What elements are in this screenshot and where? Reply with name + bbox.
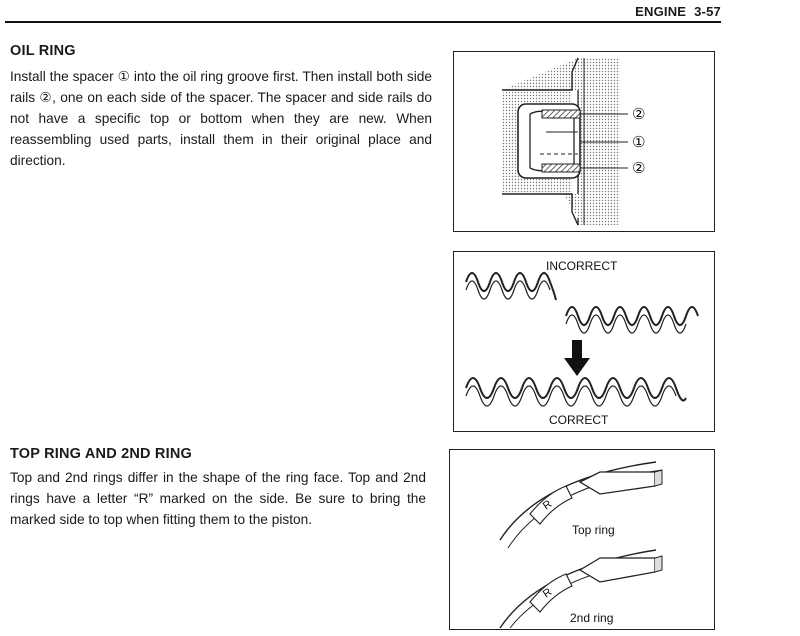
ring-face-drawing bbox=[450, 450, 714, 629]
callout-spacer: ① bbox=[632, 134, 646, 151]
callout-side-rail-top: ② bbox=[632, 106, 646, 123]
spacer-installation-figure bbox=[453, 251, 715, 432]
oil-ring-cross-section-figure bbox=[453, 51, 715, 232]
second-ring-r-mark: R bbox=[540, 586, 555, 601]
section-title: ENGINE bbox=[635, 4, 687, 19]
top-ring-paragraph: Top and 2nd rings differ in the shape of the ring face. Top and 2nd rings have a letter “R” marked on the side. Be sure to bring the marked side to top when fitting them to the piston. bbox=[10, 470, 426, 527]
callout-side-rail-bottom: ② bbox=[632, 160, 646, 177]
header-rule bbox=[5, 21, 721, 23]
spacer-installation-drawing bbox=[454, 252, 714, 431]
label-top-ring: Top ring bbox=[572, 523, 615, 537]
page-number: 3-57 bbox=[694, 4, 721, 19]
label-incorrect: INCORRECT bbox=[546, 259, 618, 273]
oil-ring-heading: OIL RING bbox=[10, 43, 76, 59]
label-second-ring: 2nd ring bbox=[570, 611, 614, 625]
oil-ring-cross-section-drawing bbox=[454, 52, 714, 231]
ring-face-figure bbox=[449, 449, 715, 630]
label-correct: CORRECT bbox=[549, 413, 609, 427]
top-ring-heading: TOP RING AND 2ND RING bbox=[10, 446, 192, 462]
oil-ring-paragraph: Install the spacer ① into the oil ring groove first. Then install both side rails ②, one on each side of the spacer. The spacer and side rails do not have a specific top or bottom when they are new. When reassembling used parts, install them in their original place and direction. bbox=[10, 69, 432, 168]
page-header bbox=[600, 4, 721, 19]
top-ring-r-mark: R bbox=[540, 498, 555, 513]
